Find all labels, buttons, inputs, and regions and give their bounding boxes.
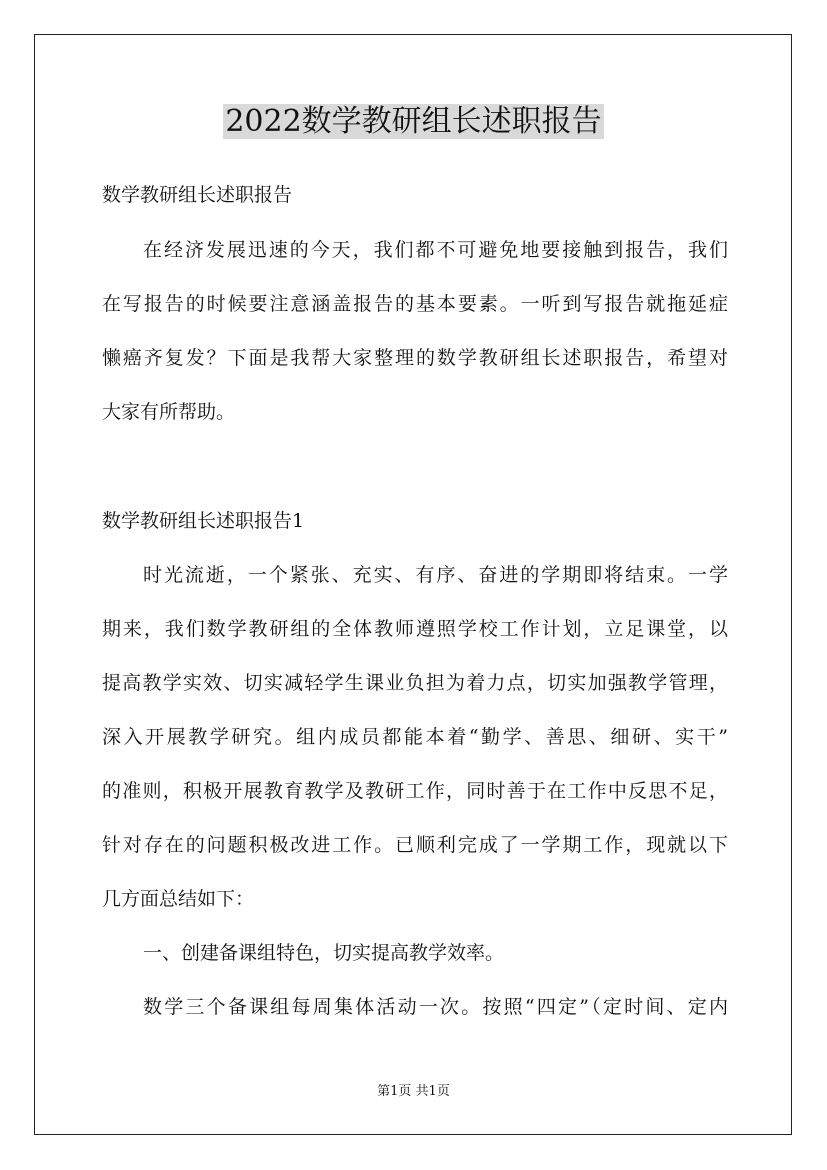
body-line: 的准则，积极开展教育教学及教研工作，同时善于在工作中反思不足， xyxy=(102,780,728,802)
document-title: 2022数学教研组长述职报告 xyxy=(225,104,602,139)
intro-line: 在写报告的时候要注意涵盖报告的基本要素。一听到写报告就拖延症 xyxy=(102,293,728,315)
body-line: 数学三个备课组每周集体活动一次。按照“四定”（定时间、定内 xyxy=(143,996,728,1018)
body-line: 提高教学实效、切实减轻学生课业负担为着力点，切实加强教学管理， xyxy=(102,672,728,694)
document-subtitle: 数学教研组长述职报告 xyxy=(102,184,293,206)
body-line: 几方面总结如下： xyxy=(102,888,255,910)
intro-line: 大家有所帮助。 xyxy=(102,401,236,423)
body-line: 期来，我们数学教研组的全体教师遵照学校工作计划，立足课堂，以 xyxy=(102,618,728,640)
page-footer: 第1页 共1页 xyxy=(377,1084,450,1099)
intro-line: 懒癌齐复发？下面是我帮大家整理的数学教研组长述职报告，希望对 xyxy=(102,347,728,369)
body-line: 针对存在的问题积极改进工作。已顺利完成了一学期工作，现就以下 xyxy=(102,834,728,856)
section-heading: 数学教研组长述职报告1 xyxy=(102,510,305,532)
point-heading: 一、创建备课组特色，切实提高教学效率。 xyxy=(143,942,505,964)
intro-line: 在经济发展迅速的今天，我们都不可避免地要接触到报告，我们 xyxy=(143,239,728,261)
body-line: 时光流逝，一个紧张、充实、有序、奋进的学期即将结束。一学 xyxy=(143,564,728,586)
body-line: 深入开展教学研究。组内成员都能本着“勤学、善思、细研、实干” xyxy=(102,726,728,748)
